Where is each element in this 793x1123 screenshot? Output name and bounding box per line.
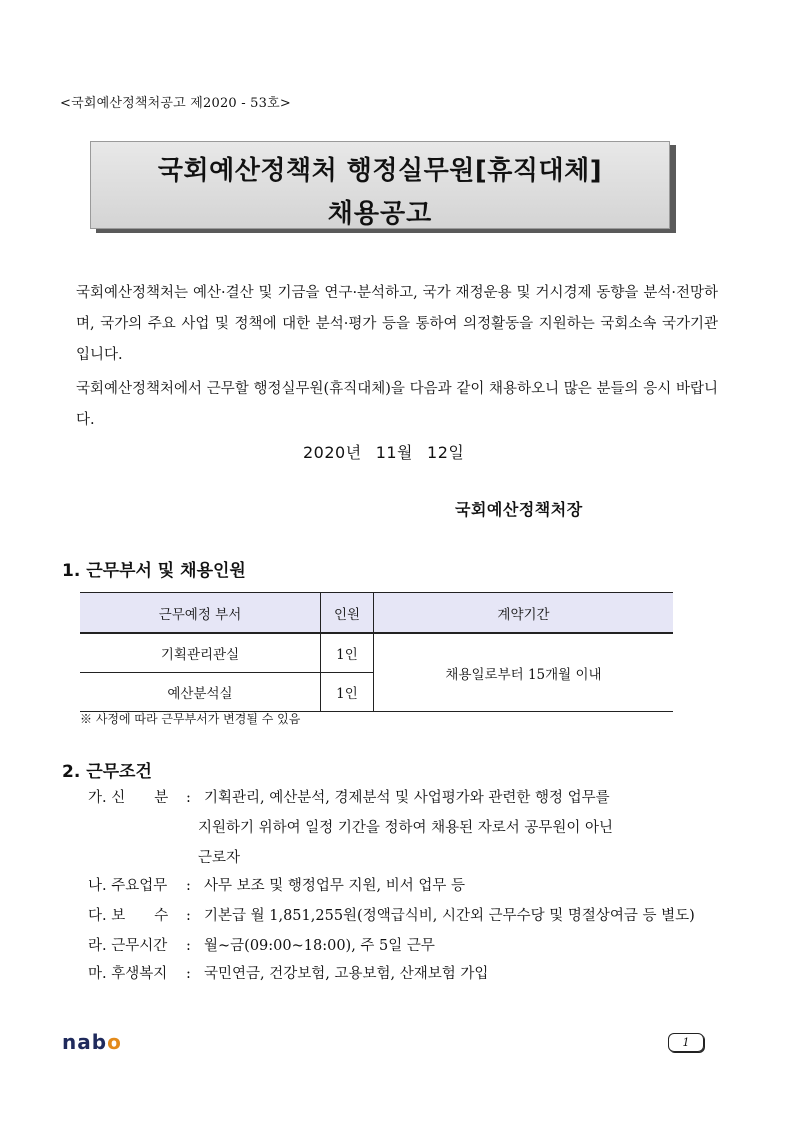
condition-value: 기본급 월 1,851,255원(정액급식비, 시간외 근무수당 및 명절상여금 등 별도) <box>204 908 695 924</box>
condition-status-line2: 지원하기 위하여 일정 기간을 정하여 채용된 자로서 공무원이 아닌 <box>198 820 614 836</box>
separator: : <box>186 878 191 894</box>
logo-text: nab <box>62 1030 108 1054</box>
table-header-period: 계약기간 <box>374 593 674 634</box>
page-subtitle: 채용공고 <box>327 199 433 229</box>
page-title: 국회예산정책처 행정실무원[휴직대체] <box>157 156 603 186</box>
condition-value: 월~금(09:00~18:00), 주 5일 근무 <box>204 938 435 954</box>
condition-hours <box>88 934 435 955</box>
intro-paragraph-2: 국회예산정책처에서 근무할 행정실무원(휴직대체)을 다음과 같이 채용하오니 많은 분들의 응시 바랍니다. <box>76 381 718 428</box>
condition-label: 다. 보 수 <box>88 908 169 924</box>
condition-label: 라. 근무시간 <box>88 938 168 954</box>
logo-mark: o <box>107 1030 122 1054</box>
condition-label: 가. 신 분 <box>88 790 169 806</box>
intro-paragraph-1: 국회예산정책처는 예산·결산 및 기금을 연구·분석하고, 국가 재정운용 및 거시경제 동향을 분석·전망하며, 국가의 주요 사업 및 정책에 대한 분석·평가 등을 통하여 의정활동을 지원하는 국회소속 국가기관입니다. <box>76 285 718 363</box>
nabo-logo <box>62 1030 122 1054</box>
condition-label: 마. 후생복지 <box>88 966 168 982</box>
date-month: 11월 <box>375 443 414 462</box>
condition-value: 사무 보조 및 행정업무 지원, 비서 업무 등 <box>204 878 465 894</box>
notice-number: <국회예산정책처공고 제2020 - 53호> <box>60 96 291 111</box>
table-header-dept: 근무예정 부서 <box>80 593 321 634</box>
date-year: 2020년 <box>303 443 362 462</box>
announcement-date <box>303 440 478 463</box>
section-2-title: 2. 근무조건 <box>62 762 152 782</box>
page-number: 1 <box>668 1033 704 1052</box>
condition-value: 기획관리, 예산분석, 경제분석 및 사업평가와 관련한 행정 업무를 <box>204 790 610 806</box>
signer: 국회예산정책처장 <box>455 500 583 519</box>
table-header-count: 인원 <box>321 593 374 634</box>
separator: : <box>186 966 191 982</box>
title-box <box>90 141 670 229</box>
table-cell-dept: 예산분석실 <box>80 673 321 712</box>
date-day: 12일 <box>427 443 465 462</box>
table-note: ※ 사정에 따라 근무부서가 변경될 수 있음 <box>80 712 301 726</box>
separator: : <box>186 938 191 954</box>
condition-salary <box>88 904 695 925</box>
table-cell-count: 1인 <box>321 633 374 673</box>
condition-duties <box>88 874 465 895</box>
section-1-title: 1. 근무부서 및 채용인원 <box>62 561 246 581</box>
table-row <box>80 633 673 673</box>
table-cell-dept: 기획관리관실 <box>80 633 321 673</box>
condition-welfare <box>88 962 488 983</box>
table-cell-period: 채용일로부터 15개월 이내 <box>374 633 674 712</box>
staffing-table <box>80 592 673 712</box>
condition-label: 나. 주요업무 <box>88 878 168 894</box>
condition-value: 국민연금, 건강보험, 고용보험, 산재보험 가입 <box>204 966 489 982</box>
table-cell-count: 1인 <box>321 673 374 712</box>
condition-status <box>88 786 610 807</box>
separator: : <box>186 908 191 924</box>
condition-status-line3: 근로자 <box>198 850 241 866</box>
separator: : <box>186 790 191 806</box>
